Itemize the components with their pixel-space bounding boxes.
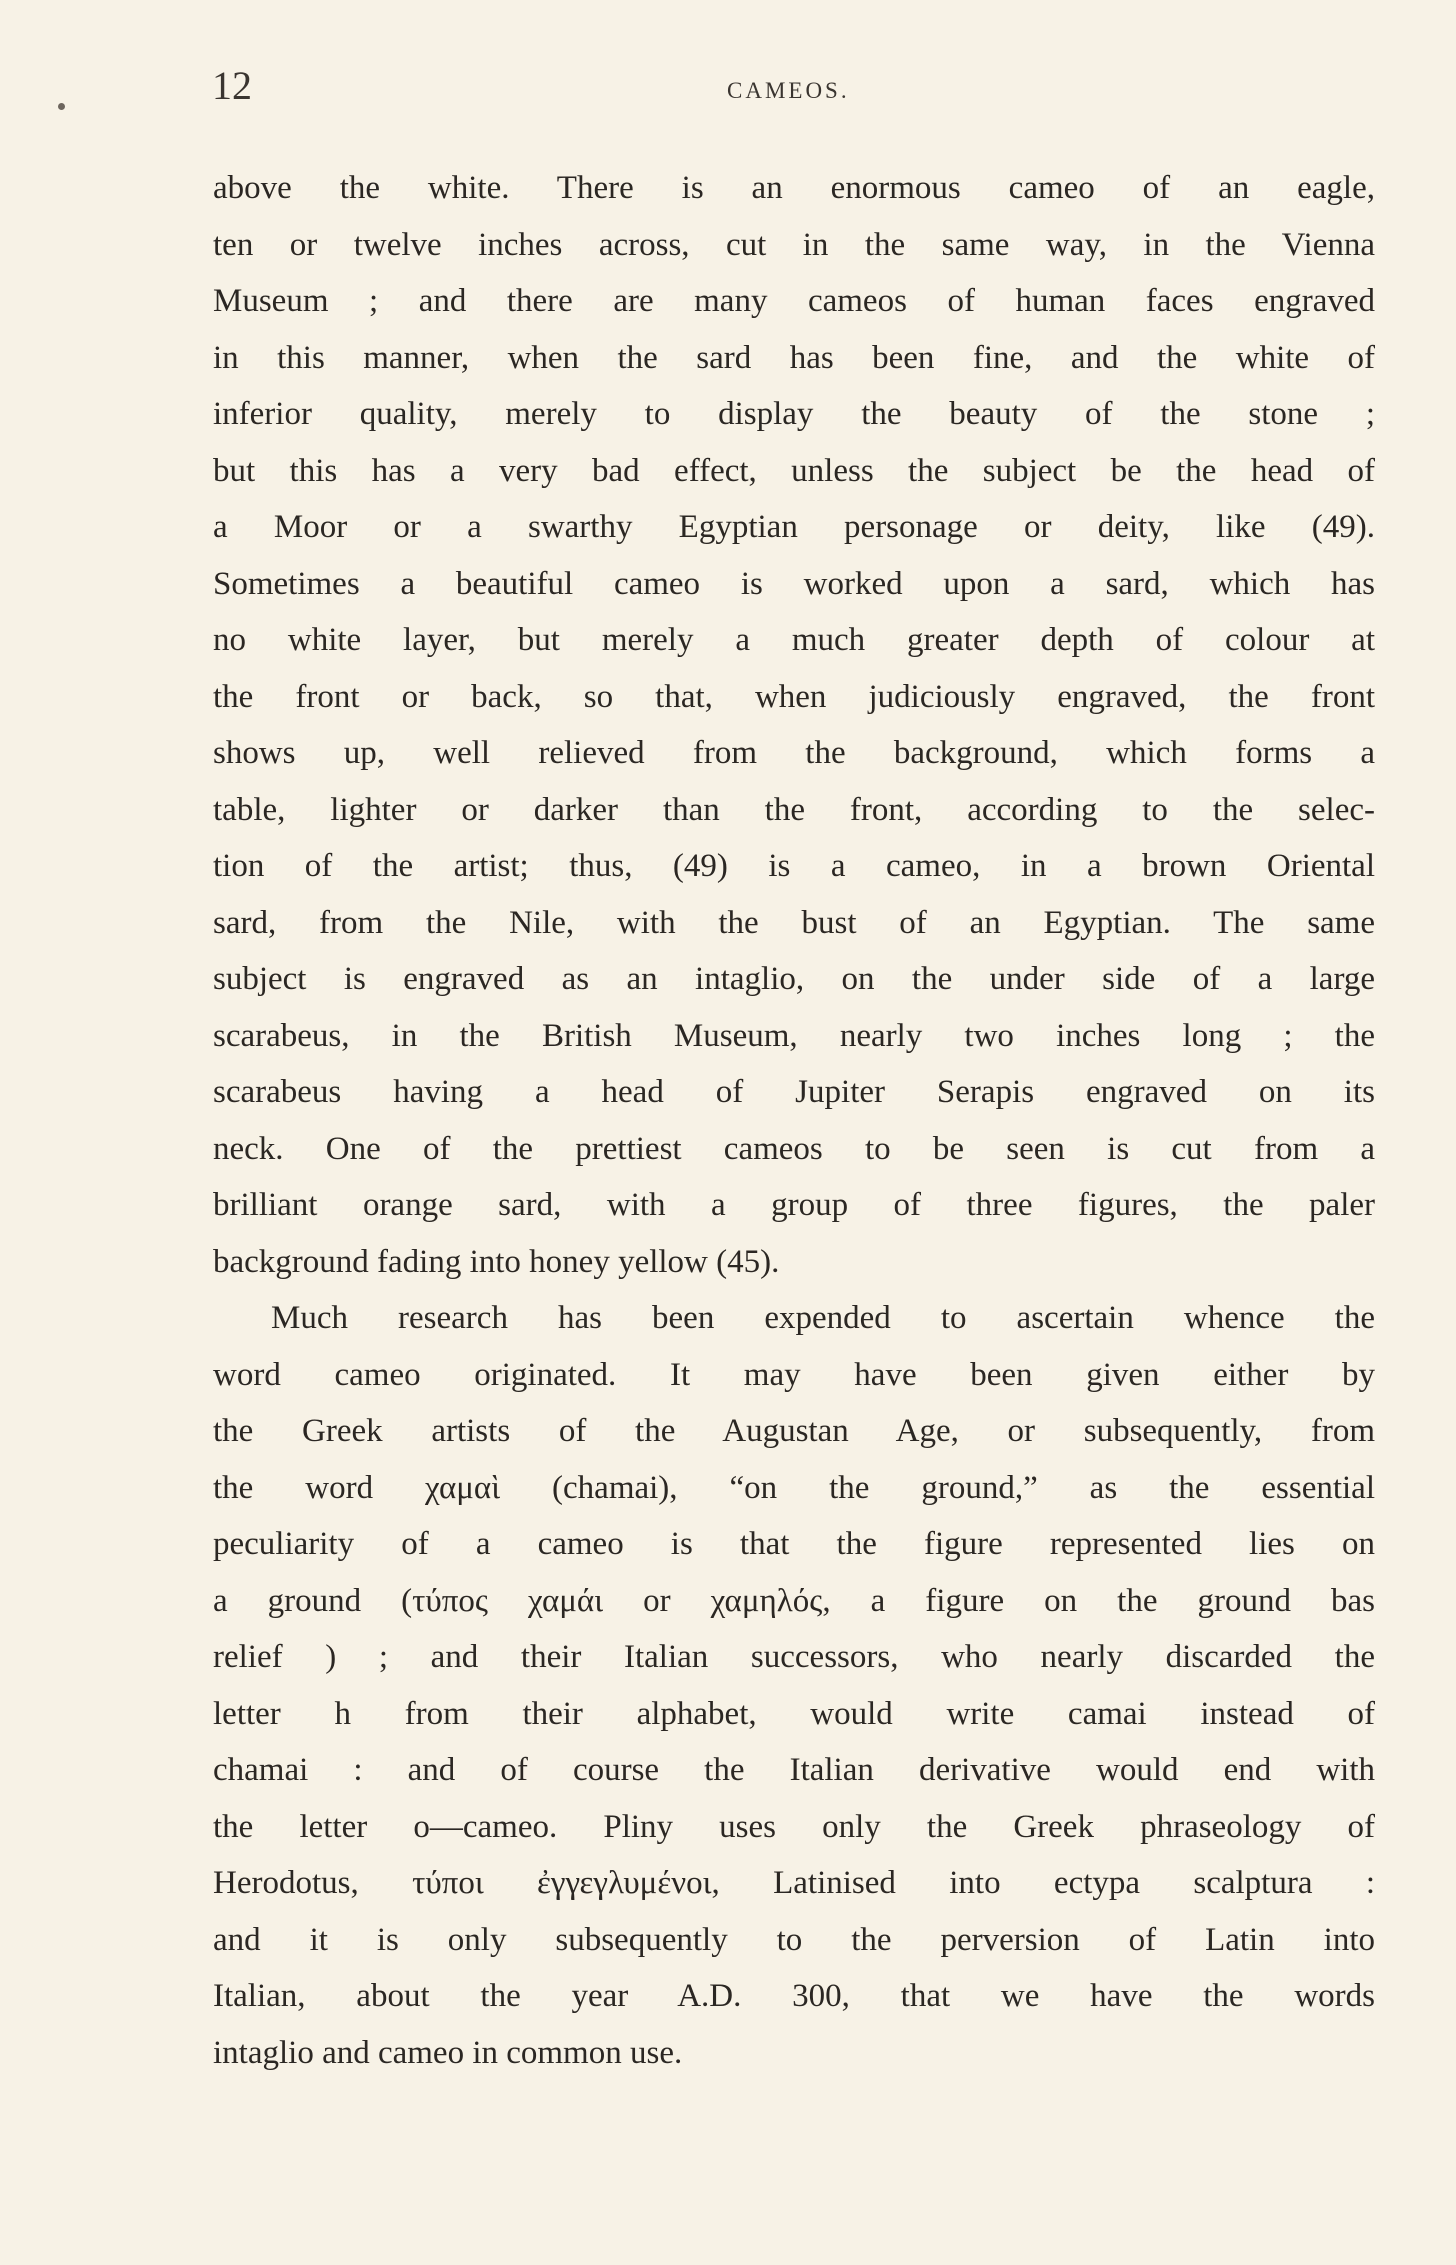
text-line: the word χαμαὶ (chamai), “on the ground,” as the essential [213, 1469, 1375, 1506]
text-line: Much research has been expended to ascertain whence the [271, 1300, 1375, 1336]
text-line: table, lighter or darker than the front, according to the selec- [213, 791, 1375, 828]
paragraph-1 [213, 160, 1375, 1290]
text-line: no white layer, but merely a much greater depth of colour at [213, 622, 1375, 658]
text-line: ten or twelve inches across, cut in the same way, in the Vienna [213, 226, 1375, 263]
text-line: the letter o—cameo. Pliny uses only the Greek phraseology of [213, 1808, 1375, 1845]
text-line: the front or back, so that, when judiciously engraved, the front [213, 678, 1375, 715]
text-line: above the white. There is an enormous cameo of an eagle, [213, 170, 1375, 206]
text-line: and it is only subsequently to the perversion of Latin into [213, 1921, 1375, 1958]
text-line: intaglio and cameo in common use. [213, 2034, 683, 2071]
text-line: chamai : and of course the Italian derivative would end with [213, 1752, 1375, 1788]
text-line: neck. One of the prettiest cameos to be seen is cut from a [213, 1130, 1375, 1167]
text-line: shows up, well relieved from the background, which forms a [213, 735, 1375, 771]
text-line: Museum ; and there are many cameos of human faces engraved [213, 283, 1375, 319]
text-line: brilliant orange sard, with a group of three figures, the paler [213, 1187, 1375, 1223]
text-line: relief ) ; and their Italian successors, who nearly discarded the [213, 1639, 1375, 1675]
page-number: 12 [212, 63, 252, 108]
paragraph-2 [213, 1290, 1375, 2081]
text-line: Italian, about the year A.D. 300, that we have the words [213, 1978, 1375, 2014]
text-line: Herodotus, τύποι ἐγγεγλυμένοι, Latinised into ectypa scalptura : [213, 1865, 1375, 1901]
text-line: scarabeus having a head of Jupiter Serapis engraved on its [213, 1074, 1375, 1110]
text-line: a Moor or a swarthy Egyptian personage or deity, like (49). [213, 509, 1375, 545]
text-line: subject is engraved as an intaglio, on the under side of a large [213, 961, 1375, 997]
text-line: inferior quality, merely to display the beauty of the stone ; [213, 396, 1375, 432]
text-line: but this has a very bad effect, unless the subject be the head of [213, 452, 1375, 489]
text-line: sard, from the Nile, with the bust of an Egyptian. The same [213, 904, 1375, 941]
stray-ink-mark [58, 103, 65, 110]
text-line: scarabeus, in the British Museum, nearly two inches long ; the [213, 1017, 1375, 1054]
text-line: Sometimes a beautiful cameo is worked upon a sard, which has [213, 565, 1375, 602]
body-text [213, 160, 1375, 2081]
text-line: the Greek artists of the Augustan Age, or subsequently, from [213, 1413, 1375, 1449]
text-line: background fading into honey yellow (45). [213, 1243, 780, 1280]
text-line: a ground (τύπος χαμάι or χαμηλός, a figure on the ground bas [213, 1582, 1375, 1619]
text-line: tion of the artist; thus, (49) is a cameo, in a brown Oriental [213, 848, 1375, 884]
page-header [212, 62, 1372, 112]
running-title: CAMEOS. [727, 78, 850, 103]
text-line: peculiarity of a cameo is that the figure represented lies on [213, 1526, 1375, 1562]
text-line: letter h from their alphabet, would write camai instead of [213, 1695, 1375, 1732]
text-line: in this manner, when the sard has been fine, and the white of [213, 339, 1375, 376]
text-line: word cameo originated. It may have been given either by [213, 1356, 1375, 1393]
